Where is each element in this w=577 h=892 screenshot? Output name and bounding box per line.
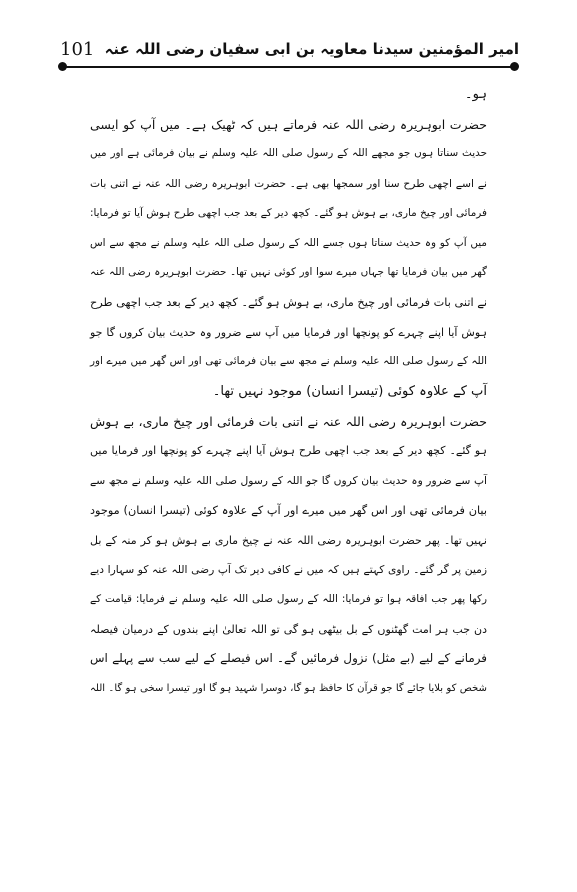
page-number: 101 [60, 38, 95, 60]
text-line: حدیث سناتا ہوں جو مجھے اللہ کے رسول صلی اللہ علیہ وسلم نے بیان فرمائی ہے اور میں [90, 147, 487, 160]
text-line: آپ کے علاوہ کوئی (تیسرا انسان) موجود نہیں تھا۔ [212, 384, 487, 400]
text-line: ہوش آیا اپنے چہرے کو پونچھا اور فرمایا میں آپ سے ضرور وہ حدیث بیان کروں گا جو [90, 325, 487, 339]
header-rule [62, 66, 515, 68]
text-line: ہو گئے۔ کچھ دیر کے بعد جب اچھی طرح ہوش آیا اپنے چہرے کو پونچھا اور فرمایا میں [90, 444, 487, 458]
text-line: گھر میں بیان فرمایا تھا جہاں میرے سوا اور کوئی نہیں تھا۔ حضرت ابوہریرہ رضی اللہ عنہ [90, 266, 487, 279]
text-line: آپ سے ضرور وہ حدیث بیان کروں گا جو اللہ کے رسول صلی اللہ علیہ وسلم نے مجھ سے [90, 474, 487, 488]
rule-end-dot-right [510, 62, 519, 71]
text-line: رکھا پھر جب افاقہ ہوا تو فرمایا: اللہ کے رسول صلی اللہ علیہ وسلم نے فرمایا: قیامت کے [90, 592, 487, 605]
body-text [90, 80, 487, 704]
text-line: نہیں تھا۔ پھر حضرت ابوہریرہ رضی اللہ عنہ نے چیخ ماری بے ہوش ہو کر منہ کے بل [90, 533, 487, 547]
text-line: حضرت ابوہریرہ رضی اللہ عنہ فرماتے ہیں کہ ٹھیک ہے۔ میں آپ کو ایسی [90, 116, 487, 132]
text-line: زمین پر گر گئے۔ راوی کہتے ہیں کہ میں نے کافی دیر تک آپ رضی اللہ عنہ کو سہارا دیے [90, 563, 487, 577]
text-line: دن جب ہر امت گھٹنوں کے بل بیٹھی ہو گی تو اللہ تعالیٰ اپنے بندوں کے درمیان فیصلہ [90, 622, 487, 636]
text-line: فرمائی اور چیخ ماری، بے ہوش ہو گئے۔ کچھ دیر کے بعد جب اچھی طرح ہوش آیا تو فرمایا: [90, 206, 487, 219]
text-line: شخص کو بلایا جائے گا جو قرآن کا حافظ ہو گا، دوسرا شہید ہو گا اور تیسرا سخی ہو گا۔ اللہ [90, 683, 487, 695]
text-line: فرمانے کے لیے (بے مثل) نزول فرمائیں گے۔ اس فیصلے کے لیے سب سے پہلے اس [90, 651, 487, 666]
page-header [60, 34, 519, 64]
running-title: امیر المؤمنین سیدنا معاویہ بن ابی سفیان رضی اللہ عنہ [104, 40, 519, 58]
text-line: اللہ کے رسول صلی اللہ علیہ وسلم نے مجھ سے بیان فرمائی تھی اور اس گھر میں میرے اور [90, 355, 487, 368]
text-line: میں آپ کو وہ حدیث سناتا ہوں جسے اللہ کے رسول صلی اللہ علیہ وسلم نے مجھ سے اس [90, 236, 487, 249]
text-line: حضرت ابوہریرہ رضی اللہ عنہ نے اتنی بات فرمائی اور چیخ ماری، بے ہوش [90, 413, 487, 429]
text-line: نے اتنی بات فرمائی اور چیخ ماری، بے ہوش ہو گئے۔ کچھ دیر کے بعد جب اچھی طرح [90, 295, 487, 309]
text-line: نے اسے اچھی طرح سنا اور سمجھا بھی ہے۔ حضرت ابوہریرہ رضی اللہ عنہ نے اتنی بات [90, 177, 487, 191]
text-line: بیان فرمائی تھی اور اس گھر میں میرے اور آپ کے علاوہ کوئی (تیسرا انسان) موجود [90, 503, 487, 517]
text-line: ہو۔ [464, 87, 487, 102]
